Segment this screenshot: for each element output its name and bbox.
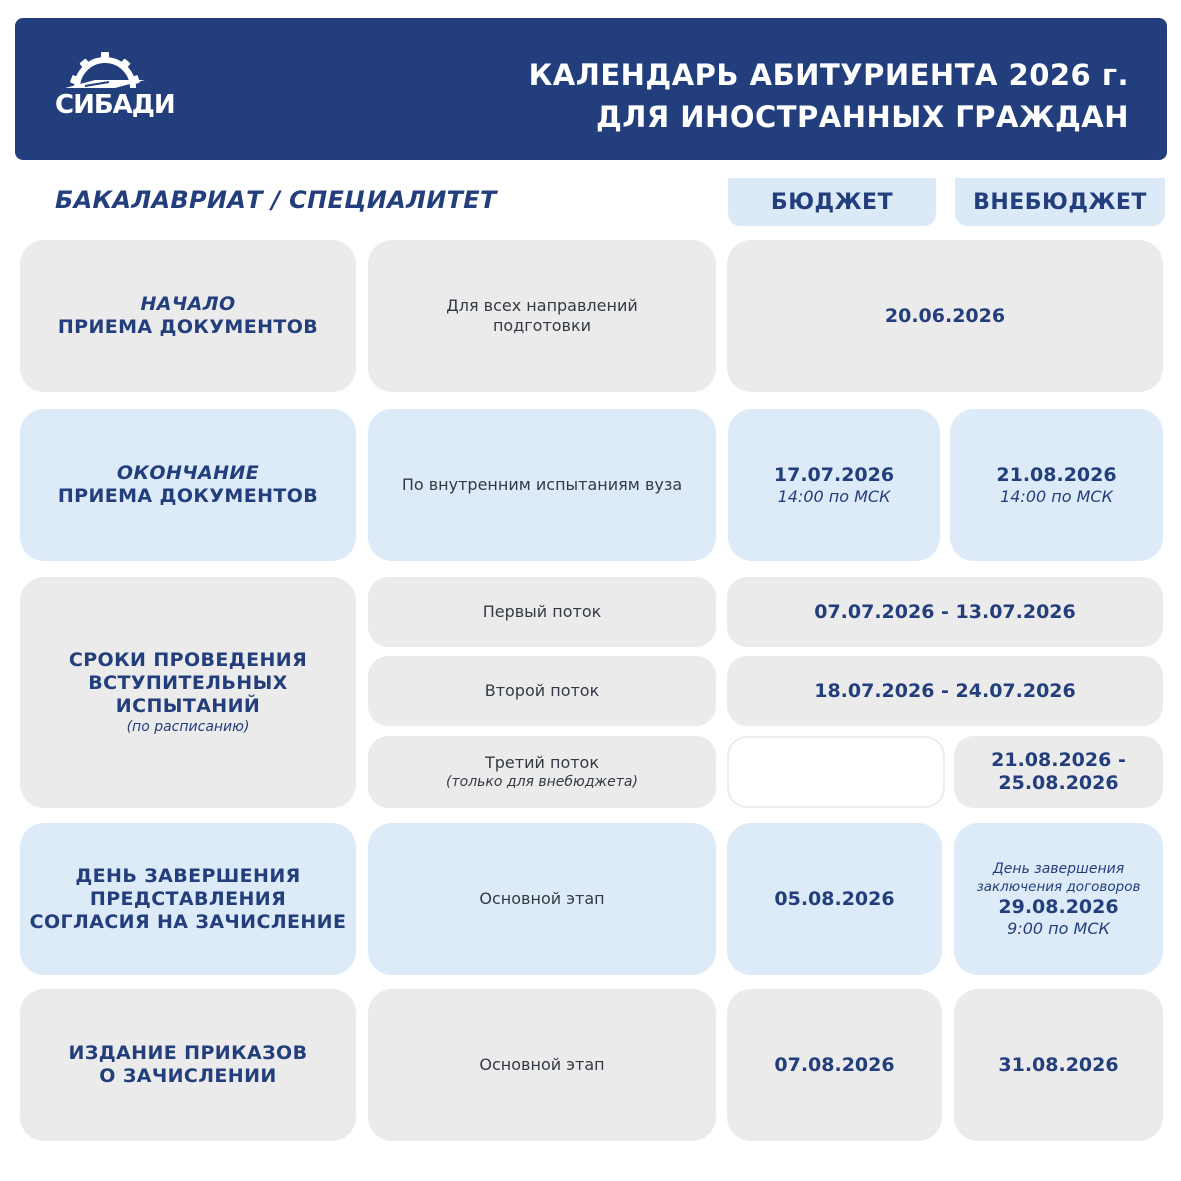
- row-end-desc: [368, 409, 716, 561]
- row-start-label-text: ПРИЕМА ДОКУМЕНТОВ: [57, 316, 319, 338]
- stream-2-name: [368, 656, 716, 726]
- gear-road-icon: [55, 50, 155, 94]
- stream-2-dates: [727, 656, 1163, 726]
- row-consent-label-1: ДЕНЬ ЗАВЕРШЕНИЯ: [75, 864, 301, 887]
- stream-3-dates-line-1: 21.08.2026 -: [991, 749, 1126, 771]
- row-exams-label: [20, 577, 356, 808]
- stream-2-dates-text: 18.07.2026 - 24.07.2026: [814, 679, 1076, 702]
- row-consent-label: [20, 823, 356, 975]
- row-orders-desc: [368, 989, 716, 1141]
- row-end-budget: [728, 409, 940, 561]
- sibadi-logo: [55, 50, 175, 130]
- row-exams-label-1: СРОКИ ПРОВЕДЕНИЯ: [68, 649, 308, 671]
- stream-1-name: [368, 577, 716, 647]
- row-orders-budget-date: 07.08.2026: [774, 1053, 895, 1076]
- row-orders-extra: [954, 989, 1163, 1141]
- section-label: БАКАЛАВРИАТ / СПЕЦИАЛИТЕТ: [55, 186, 497, 214]
- row-orders-extra-date: 31.08.2026: [998, 1053, 1119, 1076]
- row-end-extra: [950, 409, 1163, 561]
- row-end-label-italic: ОКОНЧАНИЕ: [116, 462, 260, 484]
- stream-2-name-text: Второй поток: [484, 681, 600, 700]
- row-start-date-text: 20.06.2026: [884, 304, 1006, 327]
- title-line-2: ДЛЯ ИНОСТРАННЫХ ГРАЖДАН: [595, 100, 1129, 134]
- title-line-1: КАЛЕНДАРЬ АБИТУРИЕНТА 2026 г.: [528, 58, 1129, 92]
- row-consent-budget: [727, 823, 942, 975]
- row-end-desc-text: По внутренним испытаниям вуза: [401, 475, 683, 494]
- row-consent-label-3: СОГЛАСИЯ НА ЗАЧИСЛЕНИЕ: [29, 910, 347, 933]
- page-title: [529, 54, 1129, 138]
- row-start-desc: [368, 240, 716, 392]
- row-orders-label-1: ИЗДАНИЕ ПРИКАЗОВ: [68, 1042, 308, 1064]
- column-header-budget: БЮДЖЕТ: [728, 178, 936, 226]
- stream-1-dates: [727, 577, 1163, 647]
- row-consent-extra-time: 9:00 по МСК: [1007, 918, 1110, 938]
- row-consent-extra-note-1: День завершения: [992, 860, 1125, 877]
- stream-3-extra-dates: [954, 736, 1163, 808]
- row-consent-label-2: ПРЕДСТАВЛЕНИЯ: [89, 887, 287, 910]
- stream-1-name-text: Первый поток: [482, 602, 602, 621]
- row-end-extra-date: 21.08.2026: [996, 463, 1117, 486]
- row-start-date: [727, 240, 1163, 392]
- row-consent-extra-date: 29.08.2026: [998, 895, 1119, 918]
- row-exams-label-3: ИСПЫТАНИЙ: [115, 695, 261, 717]
- row-orders-budget: [727, 989, 942, 1141]
- row-consent-desc: [368, 823, 716, 975]
- row-end-label: [20, 409, 356, 561]
- row-consent-extra: [954, 823, 1163, 975]
- row-end-budget-date: 17.07.2026: [773, 463, 895, 486]
- header-banner: [15, 18, 1167, 160]
- row-consent-extra-note-2: заключения договоров: [976, 878, 1141, 895]
- row-end-budget-time: 14:00 по МСК: [777, 486, 891, 506]
- row-start-label-italic: НАЧАЛО: [140, 293, 236, 315]
- row-end-extra-time: 14:00 по МСК: [1000, 486, 1113, 506]
- row-orders-label: [20, 989, 356, 1141]
- stream-3-name-text: Третий поток: [485, 753, 599, 772]
- logo-text: СИБАДИ: [55, 90, 175, 120]
- row-exams-label-2: ВСТУПИТЕЛЬНЫХ: [88, 672, 288, 694]
- row-start-desc-text: Для всех направлений подготовки: [446, 296, 638, 335]
- row-exams-label-note: (по расписанию): [126, 719, 250, 735]
- stream-3-name: [368, 736, 716, 808]
- stream-3-budget-empty: [727, 736, 945, 808]
- row-end-label-text: ПРИЕМА ДОКУМЕНТОВ: [57, 485, 319, 507]
- column-header-extra-budget: ВНЕБЮДЖЕТ: [955, 178, 1165, 226]
- stream-3-dates-line-2: 25.08.2026: [998, 772, 1119, 794]
- row-consent-budget-date: 05.08.2026: [774, 887, 895, 910]
- row-consent-desc-text: Основной этап: [479, 889, 605, 908]
- stream-3-note: (только для внебюджета): [446, 774, 638, 790]
- row-orders-desc-text: Основной этап: [479, 1055, 605, 1074]
- stream-1-dates-text: 07.07.2026 - 13.07.2026: [814, 600, 1076, 623]
- row-start-label: [20, 240, 356, 392]
- row-orders-label-2: О ЗАЧИСЛЕНИИ: [99, 1065, 277, 1087]
